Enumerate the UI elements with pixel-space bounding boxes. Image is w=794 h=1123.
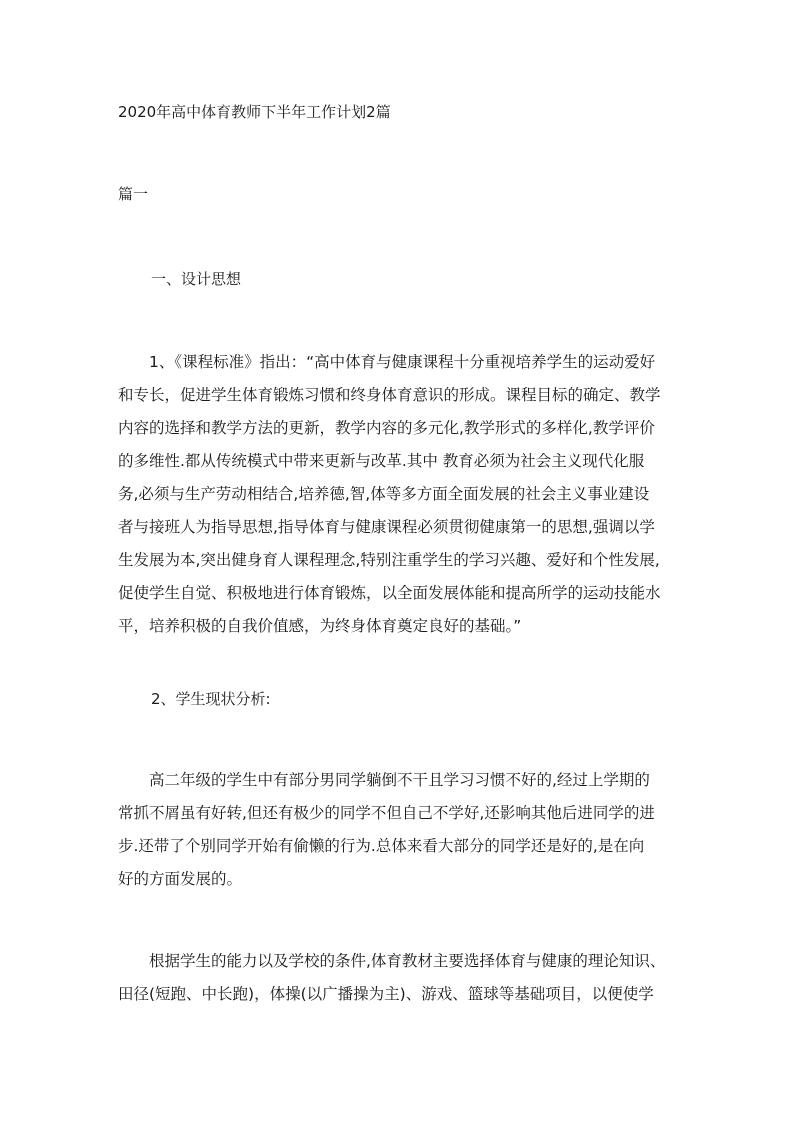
heading-student-analysis: 2、学生现状分析: — [151, 690, 271, 708]
paragraph-teaching-materials — [118, 945, 684, 1011]
paragraph-line: 1、《课程标准》指出：“高中体育与健康课程十分重视培养学生的运动爱好 — [149, 353, 656, 371]
paragraph-line: 的多维性.都从传统模式中带来更新与改革.其中 教育必须为社会主义现代化服 — [118, 452, 645, 470]
paragraph-line: 步.还带了个别同学开始有偷懒的行为.总体来看大部分的同学还是好的,是在向 — [118, 837, 645, 855]
paragraph-student-status — [118, 764, 684, 896]
paragraph-line: 平，培养积极的自我价值感，为终身体育奠定良好的基础。” — [118, 617, 522, 635]
paragraph-line: 者与接班人为指导思想,指导体育与健康课程必须贯彻健康第一的思想,强调以学 — [118, 518, 655, 536]
heading-design-thinking: 一、设计思想 — [151, 270, 242, 288]
paragraph-line: 田径(短跑、中长跑)，体操(以广播操为主)、游戏、篮球等基础项目，以便使学 — [118, 985, 654, 1003]
paragraph-line: 务,必须与生产劳动相结合,培养德,智,体等多方面全面发展的社会主义事业建设 — [118, 485, 650, 503]
paragraph-line: 好的方面发展的。 — [118, 870, 243, 888]
paragraph-line: 生发展为本,突出健身育人课程理念,特别注重学生的学习兴趣、爱好和个性发展, — [118, 551, 660, 569]
section-label: 篇一 — [118, 185, 149, 203]
paragraph-line: 和专长，促进学生体育锻炼习惯和终身体育意识的形成。课程目标的确定、教学 — [118, 386, 661, 404]
paragraph-line: 内容的选择和教学方法的更新，教学内容的多元化,教学形式的多样化,教学评价 — [118, 419, 655, 437]
paragraph-curriculum-standard — [118, 346, 684, 643]
paragraph-line: 促使学生自觉、积极地进行体育锻炼，以全面发展体能和提高所学的运动技能水 — [118, 584, 661, 602]
paragraph-line: 常抓不屑虽有好转,但还有极少的同学不但自己不学好,还影响其他后进同学的进 — [118, 804, 655, 822]
document-title: 2020年高中体育教师下半年工作计划2篇 — [118, 103, 391, 121]
paragraph-line: 高二年级的学生中有部分男同学躺倒不干且学习习惯不好的,经过上学期的 — [149, 771, 650, 789]
paragraph-line: 根据学生的能力以及学校的条件,体育教材主要选择体育与健康的理论知识、 — [149, 952, 666, 970]
